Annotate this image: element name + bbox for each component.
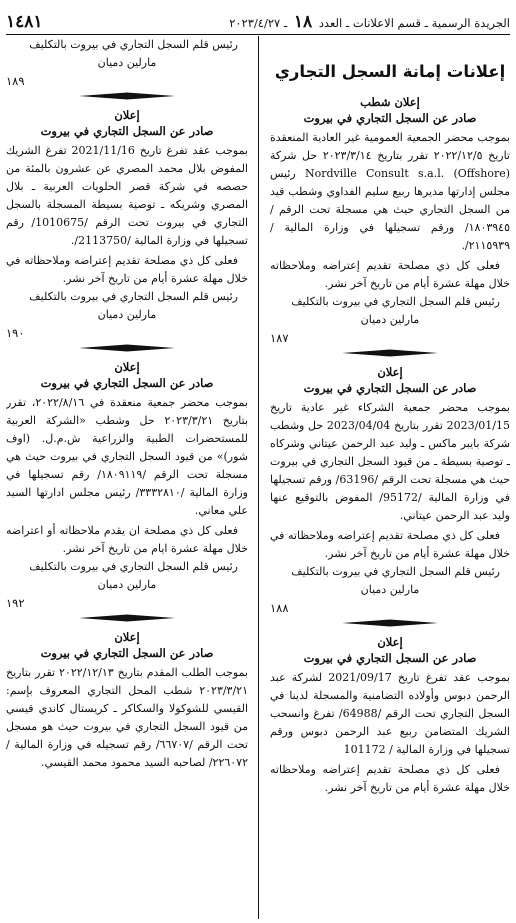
notice-188 bbox=[270, 365, 510, 615]
notice-label: إعلان bbox=[114, 360, 140, 374]
notice-signer: مارلين دميان bbox=[97, 56, 157, 69]
notice-187 bbox=[270, 95, 510, 345]
separator-ornament bbox=[6, 614, 248, 622]
notice-issuer: صادر عن السجل التجاري في بيروت bbox=[303, 381, 477, 395]
section-title: إعلانات إمانة السجل التجاري bbox=[274, 62, 506, 81]
notice-body: بموجب عقد تفرغ تاريخ 2021/09/17 لشركة عبد الرحمن دبوس وأولاده التضامنية والمسجلة لدينا في السجل التجاري تحت الرقم /64988/ تفرغ وانسحب الشريك المتضامن ربيع عبد الرحمن دبوس ورقم تسجيلها في وزارة المالية / 101172 bbox=[270, 671, 510, 756]
notice-190 bbox=[6, 108, 248, 340]
notice-signature: رئيس قلم السجل التجاري في بيروت بالتكليف bbox=[29, 38, 238, 51]
left-column bbox=[6, 36, 248, 919]
notice-issuer: صادر عن السجل التجاري في بيروت bbox=[40, 646, 214, 660]
notice-number: ١٩٠ bbox=[6, 326, 25, 340]
notice-signature: رئيس قلم السجل التجاري في بيروت بالتكليف bbox=[291, 295, 500, 308]
notice-number-189: ١٨٩ bbox=[6, 74, 25, 88]
notice-body: بموجب محضر جمعية منعقدة في ٢٠٢٢/٨/١٦، تقرر بتاريخ ٢٠٢٣/٣/٢١ حل وشطب «الشركة العربية للمستحضرات الطبية والزراعية ش.م.ل. (اوف شور)» من قيود السجل التجاري في بيروت حيث هي مسجلة تحت الرقم /١٨٠٩١١٩/ رقم تسجيلها في وزارة المالية /٣٣٣٢٨١٠/ رئيس مجلس ادارتها السيد علي معاني. bbox=[6, 396, 248, 517]
header-title bbox=[229, 12, 510, 32]
header-title-prefix: الجريدة الرسمية ـ قسم الاعلانات ـ العدد bbox=[318, 16, 510, 30]
notice-signer: مارلين دميان bbox=[97, 308, 157, 321]
notice-closing: فعلى كل ذي مصلحة ان يقدم ملاحظاته أو اعتراضه خلال مهلة عشرة ايام من تاريخ آخر نشر. bbox=[6, 524, 248, 555]
notice-closing: فعلى كل ذي مصلحة تقديم إعتراضه وملاحظاته خلال مهلة عشرة أيام من تاريخ آخر نشر. bbox=[270, 259, 510, 290]
page-header bbox=[6, 6, 510, 35]
notice-issuer: صادر عن السجل التجاري في بيروت bbox=[40, 124, 214, 138]
notice-issuer: صادر عن السجل التجاري في بيروت bbox=[303, 111, 477, 125]
notice-label: إعلان bbox=[377, 365, 403, 379]
notice-signer: مارلين دميان bbox=[97, 578, 157, 591]
notice-label: إعلان bbox=[114, 630, 140, 644]
notice-number: ١٨٨ bbox=[270, 601, 289, 615]
separator-ornament bbox=[6, 344, 248, 352]
notice-192 bbox=[6, 360, 248, 610]
notice-label: إعلان bbox=[377, 635, 403, 649]
page-number: ١٤٨١ bbox=[6, 12, 43, 32]
separator-ornament bbox=[270, 619, 510, 627]
notice-issuer: صادر عن السجل التجاري في بيروت bbox=[303, 651, 477, 665]
notice-closing: فعلى كل ذي مصلحة تقديم إعتراضه وملاحظاته خلال مهلة عشرة أيام من تاريخ آخر نشر. bbox=[270, 763, 510, 794]
notice-closing: فعلى كل ذي مصلحة تقديم إعتراضه وملاحظاته في خلال مهلة عشرة أيام من تاريخ آخر نشر. bbox=[270, 529, 510, 560]
notice-body: بموجب محضر الجمعية العمومية غير العادية المنعقدة تاريخ ٢٠٢٢/١٢/٥ تقرر بتاريخ ٢٠٢٣/٣/١٤ حل شركة Nordville Consult s.a.l. (Offshore) رئيس مجلس إدارتها مديرها ربيع سليم الفداوي وشطب قيد من السجل التجاري حيث هي مسجلة تحت الرقم /١٨٠٣٩٤٥/ ورقم تسجيلها في وزارة المالية /٢١١٥٩٣٩/. bbox=[270, 131, 510, 252]
notice-signature: رئيس قلم السجل التجاري في بيروت بالتكليف bbox=[29, 290, 238, 303]
right-column bbox=[270, 36, 510, 919]
notice-signer: مارلين دميان bbox=[360, 313, 420, 326]
notice-body: بموجب الطلب المقدم بتاريخ ٢٠٢٢/١٢/١٣ تقرر بتاريخ ٢٠٢٣/٣/٢١ شطب المحل التجاري المعروف بإسم: القيسي للشوكولا والسكاكر ـ كريستال كاندي قيسي من قيود السجل التجاري في بيروت حيث هو مسجل تحت الرقم /٦٦٧٠٧/ رقم تسجيله في وزارة المالية /٢٢٦٠٧٢/ لصاحبه السيد محمود محمد القيسي. bbox=[6, 666, 248, 769]
notice-label: إعلان شطب bbox=[360, 95, 420, 109]
notice-number: ١٨٧ bbox=[270, 331, 289, 345]
header-date: ـ ٢٠٢٣/٤/٢٧ bbox=[229, 16, 288, 30]
column-divider bbox=[258, 36, 259, 919]
issue-number: ١٨ bbox=[293, 12, 313, 32]
notice-body: بموجب محضر جمعية الشركاء غير عادية تاريخ 2023/01/15 تقرر بتاريخ 2023/04/04 حل وشطب شركة بايبر ماكس ـ وليد عبد الرحمن عيتاني وشركاه ـ توصية بسيطة ـ من قيود السجل التجاري في بيروت حيث هي مسجلة تحت الرقم /63196/ ورقم تسجيلها في وزارة المالية /95172/ المفوض بالتوقيع عنها وليد عبد الرحمن عيتاني. bbox=[270, 401, 510, 522]
separator-ornament bbox=[6, 92, 248, 100]
notice-189 bbox=[270, 635, 510, 797]
notice-closing: فعلى كل ذي مصلحة تقديم إعتراضه وملاحظاته في خلال مهلة عشرة أيام من تاريخ آخر نشر. bbox=[6, 254, 248, 285]
notice-label: إعلان bbox=[114, 108, 140, 122]
notice-signature: رئيس قلم السجل التجاري في بيروت بالتكليف bbox=[29, 560, 238, 573]
notice-final bbox=[6, 630, 248, 772]
notice-body: بموجب عقد تفرغ تاريخ 2021/11/16 تفرغ الشريك المفوض بلال محمد المصري عن عشرون بالمئة من حصصه في شركة قصر الحلويات العربية ـ بلال المصري وشريكه ـ توصية بسيطة المسجلة بالسجل التجاري في بيروت تحت الرقم /1010675/ رقم تسجيلها في وزارة المالية /2113750/. bbox=[6, 144, 248, 247]
notice-signature: رئيس قلم السجل التجاري في بيروت بالتكليف bbox=[291, 565, 500, 578]
notice-issuer: صادر عن السجل التجاري في بيروت bbox=[40, 376, 214, 390]
separator-ornament bbox=[270, 349, 510, 357]
notice-189-continued bbox=[6, 36, 248, 88]
notice-signer: مارلين دميان bbox=[360, 583, 420, 596]
notice-number: ١٩٢ bbox=[6, 596, 25, 610]
